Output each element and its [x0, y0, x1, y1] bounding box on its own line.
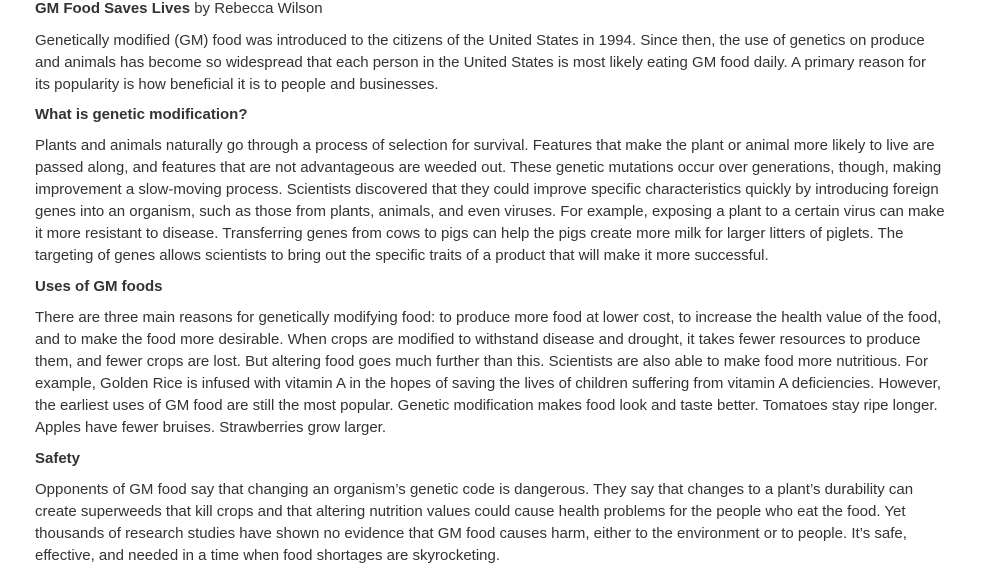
- section-body-safety: Opponents of GM food say that changing an organism’s genetic code is dangerous. They say that changes to a plant’s durability can create superweeds that kill crops and that altering nutrition values could cause health problems for the people who eat the food. Yet thousands of research studies have shown no evidence that GM food causes harm, either to the environment or to people. It’s safe, effective, and needed in a time when food shortages are skyrocketing.: [35, 481, 914, 564]
- section-body-uses: There are three main reasons for genetically modifying food: to produce more food at lower cost, to increase the health value of the food, and to make the food more desirable. When crops are modified to withstand disease and drought, it takes fewer resources to produce them, and fewer crops are lost. But altering food goes much further than this. Scientists are also able to make food more nutritious. For example, Golden Rice is infused with vitamin A in the hopes of saving the lives of children suffering from vitamin A deficiencies. However, the earliest uses of GM food are still the most popular. Genetic modification makes food look and taste better. Tomatoes stay ripe longer. Apples have fewer bruises. Strawberries grow larger.: [35, 309, 942, 436]
- byline-author: Rebecca Wilson: [214, 0, 323, 17]
- byline-prefix: by: [194, 0, 211, 17]
- article: [35, 0, 945, 567]
- section-heading-uses: Uses of GM foods: [35, 278, 163, 295]
- section-heading-safety: Safety: [35, 450, 81, 467]
- section-body-genetic-modification: Plants and animals naturally go through a process of selection for survival. Features that make the plant or animal more likely to live are passed along, and features that are not advantageous are weeded out. These genetic mutations occur over generations, though, making improvement a slow-moving process. Scientists discovered that they could improve specific characteristics quickly by introducing foreign genes into an organism, such as those from plants, animals, and even viruses. For example, exposing a plant to a certain virus can make it more resistant to disease. Transferring genes from cows to pigs can help the pigs create more milk for larger litters of piglets. The targeting of genes allows scientists to bring out the specific traits of a product that will make it more successful.: [35, 137, 945, 264]
- intro-paragraph: Genetically modified (GM) food was introduced to the citizens of the United States in 1994. Since then, the use of genetics on produce and animals has become so widespread that each person in the United States is most likely eating GM food daily. A primary reason for its popularity is how beneficial it is to people and businesses.: [35, 32, 927, 93]
- article-header: [35, 0, 945, 18]
- section-heading-genetic-modification: What is genetic modification?: [35, 106, 248, 123]
- article-title: GM Food Saves Lives: [35, 0, 191, 17]
